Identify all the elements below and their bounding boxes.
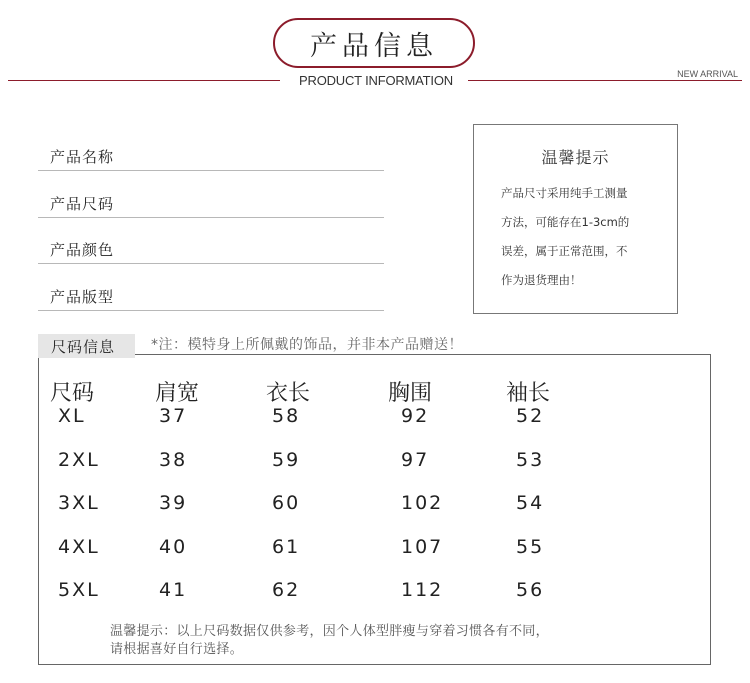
col-header-shoulder: 肩宽 [155, 381, 200, 406]
size-footer-note: 请根据喜好自行选择。 [110, 642, 244, 657]
tip-line: 误差，属于正常范围，不 [501, 244, 628, 258]
table-cell: 60 [272, 492, 301, 514]
table-cell: 2XL [58, 449, 100, 471]
table-cell: 37 [159, 405, 188, 427]
col-header-chest: 胸围 [388, 381, 433, 406]
table-cell: 62 [272, 579, 301, 601]
tip-line: 产品尺寸采用纯手工测量 [501, 186, 628, 200]
table-cell: 41 [159, 579, 188, 601]
col-header-sleeve: 袖长 [506, 381, 551, 406]
field-label: 产品尺码 [50, 195, 115, 213]
col-header-length: 衣长 [266, 381, 311, 406]
table-cell: 56 [516, 579, 545, 601]
table-cell: XL [58, 405, 86, 427]
table-cell: 59 [272, 449, 301, 471]
field-product-color [38, 236, 384, 264]
size-table-tab: 尺码信息 [38, 334, 135, 358]
size-table [38, 354, 711, 665]
header-rule-left [8, 80, 280, 81]
field-label: 产品颜色 [50, 241, 115, 259]
table-cell: 52 [516, 405, 545, 427]
table-cell: 92 [401, 405, 430, 427]
page-subtitle: PRODUCT INFORMATION [299, 73, 453, 88]
table-cell: 58 [272, 405, 301, 427]
table-cell: 55 [516, 536, 545, 558]
size-footer-note: 温馨提示：以上尺码数据仅供参考，因个人体型胖瘦与穿着习惯各有不同， [110, 624, 549, 639]
table-cell: 38 [159, 449, 188, 471]
field-product-fit [38, 283, 384, 311]
field-product-size [38, 190, 384, 218]
table-cell: 112 [401, 579, 444, 601]
table-cell: 39 [159, 492, 188, 514]
col-header-size: 尺码 [50, 381, 95, 406]
table-cell: 4XL [58, 536, 100, 558]
table-cell: 107 [401, 536, 444, 558]
table-cell: 102 [401, 492, 444, 514]
table-cell: 97 [401, 449, 430, 471]
field-label: 产品名称 [50, 148, 115, 166]
table-cell: 40 [159, 536, 188, 558]
table-cell: 3XL [58, 492, 100, 514]
table-cell: 53 [516, 449, 545, 471]
table-cell: 5XL [58, 579, 100, 601]
tip-title: 温馨提示 [541, 148, 610, 167]
table-cell: 61 [272, 536, 301, 558]
page-title: 产品信息 [310, 30, 438, 62]
new-arrival-tag: NEW ARRIVAL [677, 69, 738, 79]
header-rule-right [468, 80, 742, 81]
field-product-name [38, 143, 384, 171]
field-label: 产品版型 [50, 288, 115, 306]
tip-line: 作为退货理由！ [501, 273, 582, 287]
header-title-badge [273, 18, 475, 68]
tip-line: 方法，可能存在1-3cm的 [501, 215, 630, 229]
size-note: *注：模特身上所佩戴的饰品，并非本产品赠送！ [151, 337, 463, 353]
tip-box [473, 124, 678, 314]
table-cell: 54 [516, 492, 545, 514]
